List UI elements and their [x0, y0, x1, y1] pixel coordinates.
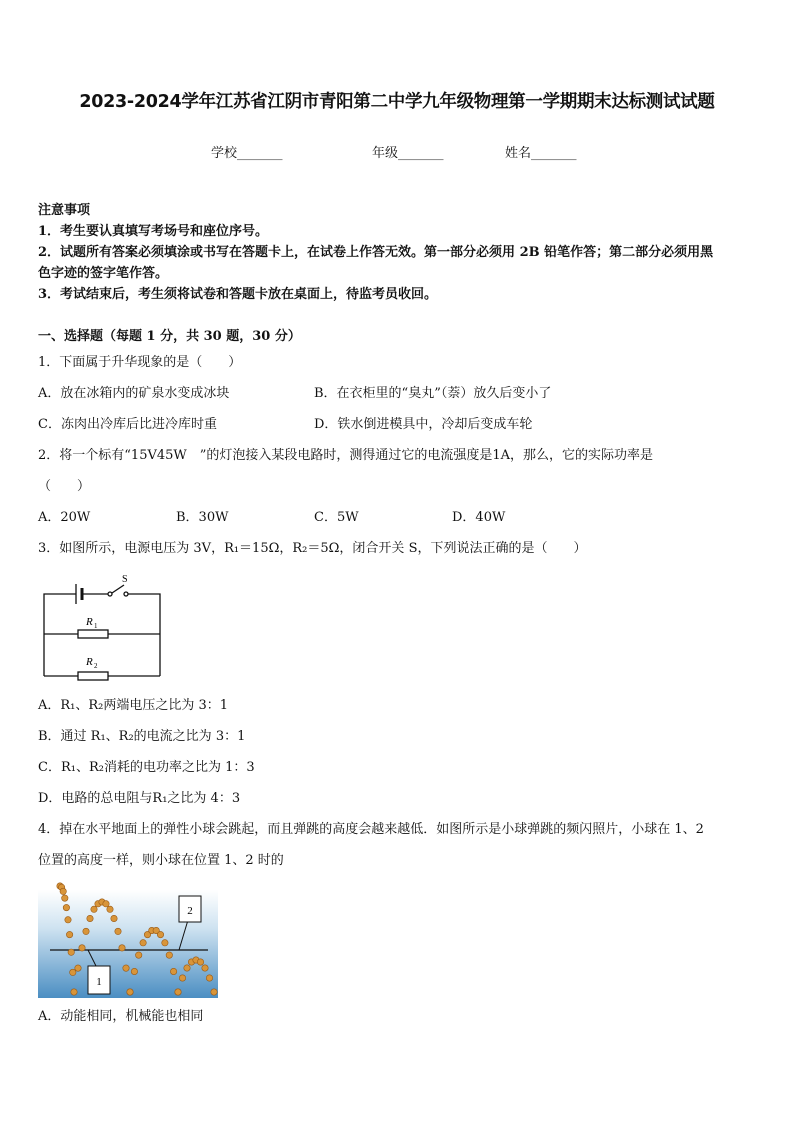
- ball-image: [140, 940, 146, 946]
- school-blank: _______: [237, 146, 283, 161]
- ball-image: [62, 895, 68, 901]
- q1-option-c: C．冻肉出冷库后比进冷库时重: [38, 417, 217, 432]
- q4-bouncing-ball-photo: [38, 880, 218, 998]
- notice-heading: 注意事项: [38, 203, 91, 218]
- ball-image: [107, 906, 113, 912]
- ball-image: [75, 965, 81, 971]
- ball-image: [79, 945, 85, 951]
- ball-image: [197, 959, 203, 965]
- q2-option-b: B．30W: [176, 510, 229, 525]
- name-blank: _______: [531, 146, 577, 161]
- r1-subscript: 1: [94, 622, 98, 630]
- notice-item: 2．试题所有答案必须填涂或书写在答题卡上，在试卷上作答无效。第一部分必须用 2B 铅笔作答；第二部分必须用黑: [38, 245, 714, 260]
- r1-label: R: [86, 616, 93, 628]
- question-4-stem-cont: 位置的高度一样，则小球在位置 1、2 时的: [38, 853, 284, 868]
- ball-image: [63, 904, 69, 910]
- q4-option-a: A．动能相同，机械能也相同: [38, 1009, 204, 1024]
- grade-label: 年级: [372, 146, 399, 161]
- ball-image: [162, 940, 168, 946]
- ball-image: [119, 945, 125, 951]
- ball-image: [91, 906, 97, 912]
- ball-image: [131, 968, 137, 974]
- notice-item: 3．考试结束后，考生须将试卷和答题卡放在桌面上，待监考员收回。: [38, 287, 438, 302]
- school-field: [211, 142, 283, 161]
- ball-image: [136, 952, 142, 958]
- ball-image: [65, 917, 71, 923]
- ball-image: [179, 975, 185, 981]
- q2-option-a: A．20W: [38, 510, 91, 525]
- ball-image: [115, 928, 121, 934]
- q2-option-c: C．5W: [314, 510, 359, 525]
- question-2-stem-cont: （ ）: [38, 479, 91, 494]
- ball-image: [83, 928, 89, 934]
- switch-label: S: [122, 574, 128, 585]
- exam-title: 2023-2024学年江苏省江阴市青阳第二中学九年级物理第一学期期末达标测试试题: [79, 92, 715, 112]
- ball-image: [123, 965, 129, 971]
- ball-image: [68, 949, 74, 955]
- question-3-stem: 3．如图所示，电源电压为 3V，R₁＝15Ω，R₂＝5Ω，闭合开关 S，下列说法正确的是（ ）: [38, 541, 587, 556]
- name-field: [505, 142, 577, 161]
- ball-image: [211, 989, 217, 995]
- ball-image: [184, 965, 190, 971]
- ball-image: [170, 968, 176, 974]
- ball-image: [157, 931, 163, 937]
- ball-image: [87, 915, 93, 921]
- ball-image: [60, 888, 66, 894]
- ball-image: [202, 965, 208, 971]
- question-4-stem: 4．掉在水平地面上的弹性小球会跳起，而且弹跳的高度会越来越低．如图所示是小球弹跳的频闪照片，小球在 1、2: [38, 822, 704, 837]
- q1-option-a: A．放在冰箱内的矿泉水变成冰块: [38, 386, 230, 401]
- question-1-stem: 1．下面属于升华现象的是（ ）: [38, 355, 242, 370]
- ball-image: [166, 952, 172, 958]
- school-label: 学校: [211, 146, 238, 161]
- position-1-label: 1: [96, 976, 102, 988]
- q1-option-d: D．铁水倒进模具中，冷却后变成车轮: [314, 417, 533, 432]
- ball-image: [175, 989, 181, 995]
- position-2-label: 2: [187, 905, 193, 917]
- ball-image: [127, 989, 133, 995]
- notice-item: 色字迹的签字笔作答。: [38, 266, 169, 281]
- ball-image: [206, 975, 212, 981]
- q3-circuit-diagram: [38, 572, 166, 682]
- notice-item: 1．考生要认真填写考场号和座位序号。: [38, 224, 269, 239]
- ball-image: [111, 915, 117, 921]
- ball-image: [66, 931, 72, 937]
- q3-option-a: A．R₁、R₂两端电压之比为 3：1: [38, 698, 229, 713]
- q2-option-d: D．40W: [452, 510, 506, 525]
- q3-option-d: D．电路的总电阻与R₁之比为 4：3: [38, 791, 241, 806]
- q3-option-b: B．通过 R₁、R₂的电流之比为 3：1: [38, 729, 246, 744]
- ball-image: [70, 969, 76, 975]
- question-2-stem: 2．将一个标有“15V45W ”的灯泡接入某段电路时，测得通过它的电流强度是1A，那么，它的实际功率是: [38, 448, 654, 463]
- section-heading: 一、选择题（每题 1 分，共 30 题，30 分）: [38, 329, 301, 344]
- grade-blank: _______: [398, 146, 444, 161]
- r2-subscript: 2: [94, 662, 98, 670]
- grade-field: [372, 142, 444, 161]
- ball-image: [71, 989, 77, 995]
- name-label: 姓名: [505, 146, 532, 161]
- ball-image: [103, 901, 109, 907]
- r2-label: R: [86, 656, 93, 668]
- q1-option-b: B．在衣柜里的“臭丸”（萘）放久后变小了: [314, 386, 552, 401]
- q3-option-c: C．R₁、R₂消耗的电功率之比为 1：3: [38, 760, 255, 775]
